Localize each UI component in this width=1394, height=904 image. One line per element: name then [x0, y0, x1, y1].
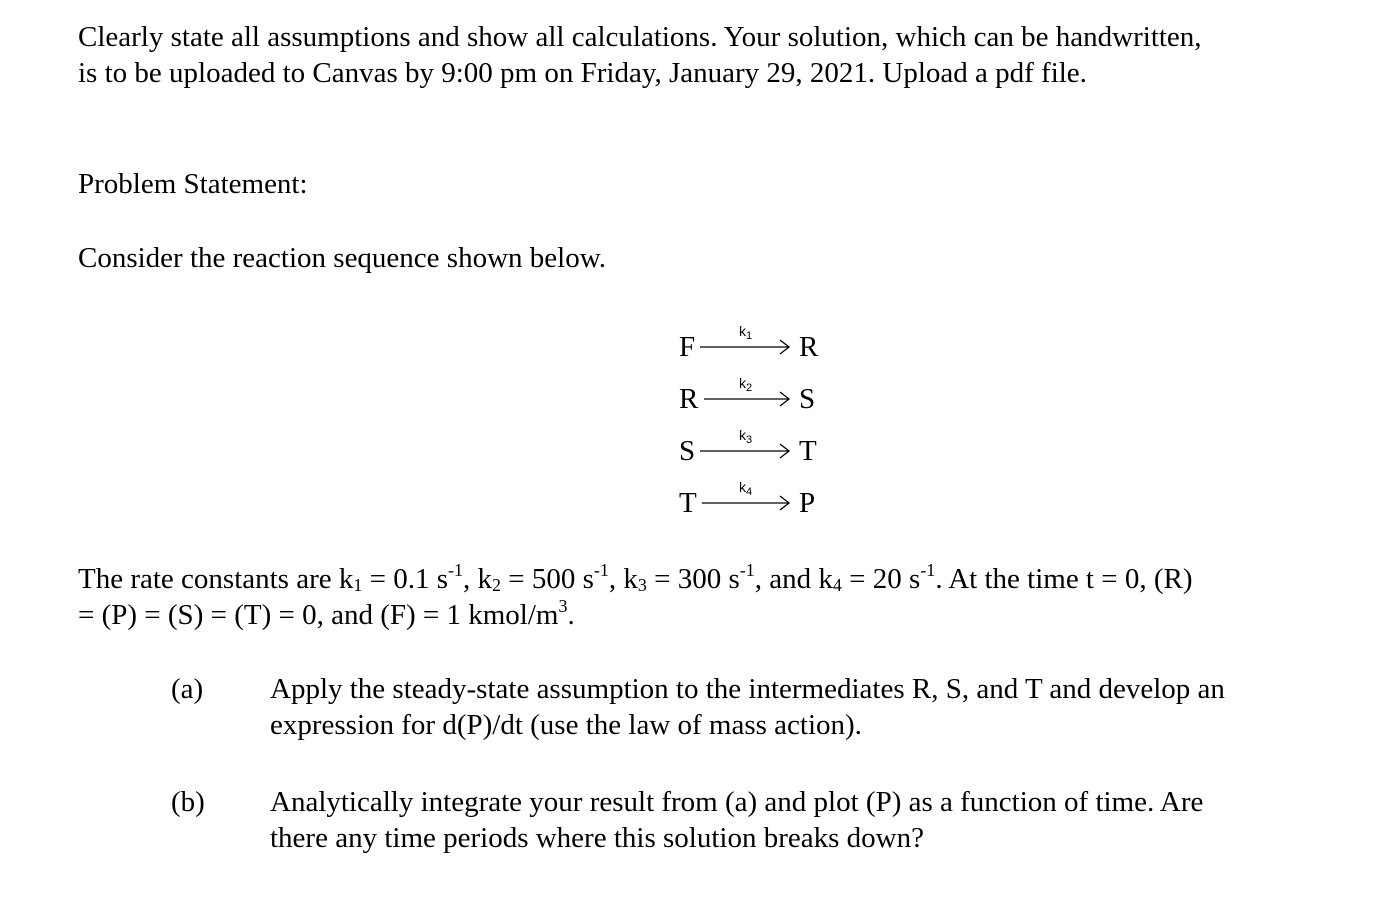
reaction-step-4 — [678, 479, 838, 519]
part-label: (b) — [171, 786, 205, 818]
product-species: T — [799, 435, 817, 467]
rate-constant-label: $k_2$ — [739, 375, 753, 394]
rate-constant-label: $k_4$ — [739, 479, 753, 498]
instructions-paragraph — [78, 19, 1202, 91]
part-text-line-1: Apply the steady-state assumption to the intermediates R, S, and T and develop an — [270, 673, 1225, 705]
product-species: S — [799, 383, 816, 415]
instructions-line-2: is to be uploaded to Canvas by 9:00 pm on Friday, January 29, 2021. Upload a pdf file. — [78, 57, 1087, 89]
product-species: R — [799, 331, 819, 363]
part-text-line-1: Analytically integrate your result from (a) and plot (P) as a function of time. Are — [270, 786, 1204, 818]
reaction-step-1 — [678, 323, 838, 363]
problem-statement-heading: Problem Statement: — [78, 168, 308, 200]
reaction-step-3 — [678, 427, 838, 467]
product-species: P — [799, 487, 816, 519]
rate-constants-paragraph — [78, 561, 1193, 633]
rate-constants-line-2: = (P) = (S) = (T) = 0, and (F) = 1 kmol/$m^3$. — [78, 596, 575, 631]
part-label: (a) — [171, 673, 204, 705]
intro-sentence: Consider the reaction sequence shown below. — [78, 242, 607, 274]
reaction-sequence — [678, 323, 838, 527]
reactant-species: F — [679, 331, 696, 363]
part-text — [270, 784, 1203, 856]
reactant-species: T — [679, 487, 697, 519]
rate-constant-label: $k_3$ — [739, 427, 753, 446]
instructions-line-1: Clearly state all assumptions and show all calculations. Your solution, which can be handwritten, — [78, 21, 1202, 53]
part-text-line-2: expression for d(P)/dt (use the law of mass action). — [270, 709, 862, 741]
reactant-species: S — [679, 435, 696, 467]
reaction-step-2 — [678, 375, 838, 415]
rate-constant-label: $k_1$ — [739, 323, 753, 342]
part-text-line-2: there any time periods where this solution breaks down? — [270, 822, 924, 854]
rate-constants-line-1: The rate constants are $k_1 = 0.1$ $s^{-1}$, $k_2 = 500$ $s^{-1}$, $k_3 = 300$ $s^{-1}$, and $k_4 = 20$ $s^{-1}$. At the time t = 0, (R) — [78, 560, 1193, 595]
reactant-species: R — [679, 383, 699, 415]
part-text — [270, 671, 1225, 743]
